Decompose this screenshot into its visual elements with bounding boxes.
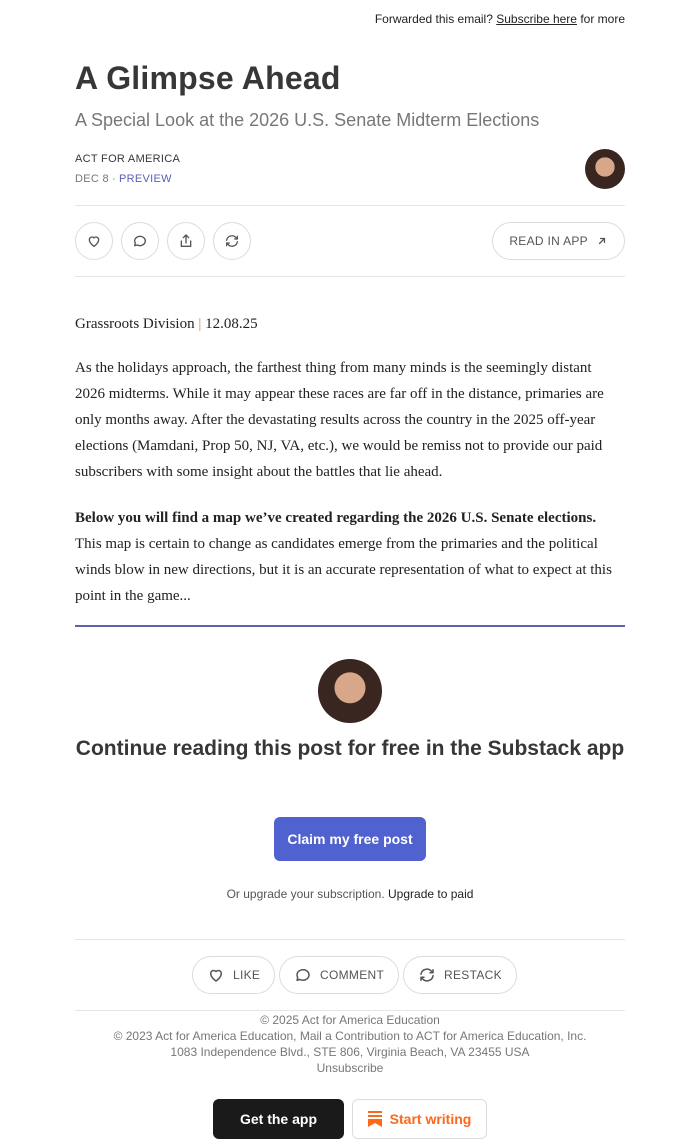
start-writing-label: Start writing	[389, 1111, 472, 1127]
restack-icon	[224, 233, 240, 249]
start-writing-button[interactable]	[352, 1099, 487, 1139]
read-in-app-button[interactable]	[492, 222, 625, 260]
publication-name[interactable]: ACT FOR AMERICA	[75, 153, 181, 165]
subscribe-link[interactable]: Subscribe here	[496, 12, 577, 26]
like-pill-button[interactable]	[192, 956, 275, 994]
paragraph-bold-lead: Below you will find a map we’ve created regarding the 2026 U.S. Senate elections.	[75, 510, 597, 526]
restack-button[interactable]	[213, 222, 251, 260]
post-subtitle: A Special Look at the 2026 U.S. Senate Midterm Elections	[75, 110, 540, 130]
post-date: DEC 8	[75, 173, 109, 185]
forward-suffix: for more	[580, 12, 625, 26]
heart-icon	[86, 233, 102, 249]
like-button[interactable]	[75, 222, 113, 260]
division-bar: |	[198, 316, 202, 332]
footer-unsubscribe	[75, 1060, 625, 1076]
comment-icon	[132, 233, 148, 249]
comment-icon	[294, 966, 312, 984]
division-line	[75, 311, 625, 337]
unsubscribe-link[interactable]: Unsubscribe	[316, 1061, 384, 1075]
divider	[75, 205, 625, 206]
upgrade-prefix: Or upgrade your subscription.	[226, 887, 385, 901]
post-title[interactable]: A Glimpse Ahead	[75, 60, 341, 96]
division-name: Grassroots Division	[75, 316, 195, 332]
footer-contribution: © 2023 Act for America Education, Mail a Contribution to ACT for America Education, Inc.	[113, 1029, 587, 1043]
like-label: LIKE	[233, 968, 261, 982]
upgrade-link[interactable]: Upgrade to paid	[388, 887, 474, 901]
divider	[75, 276, 625, 277]
upgrade-notice	[75, 887, 625, 901]
share-button[interactable]	[167, 222, 205, 260]
publication-avatar	[318, 659, 382, 723]
arrow-up-right-icon	[596, 235, 608, 247]
body-paragraph: As the holidays approach, the farthest thing from many minds is the seemingly distant 2026 midterms. While it may appear these races are far off in the distance, primaries are only months away. After the devastating results across the country in the 2025 off-year elections (Mamdani, Prop 50, NJ, VA, etc.), we would be remiss not to provide our paid subscribers with some insight about the battles that lie ahead.	[75, 360, 604, 480]
preview-badge: PREVIEW	[118, 173, 172, 185]
read-in-app-label: READ IN APP	[509, 234, 588, 248]
divider	[75, 1010, 625, 1011]
substack-logo-icon	[368, 1111, 382, 1127]
cta-title: Continue reading this post for free in the Substack app	[75, 737, 625, 760]
comment-label: COMMENT	[320, 968, 385, 982]
get-the-app-button[interactable]: Get the app	[213, 1099, 344, 1139]
paywall-divider	[75, 625, 625, 627]
forward-text: Forwarded this email?	[374, 12, 493, 26]
restack-label: RESTACK	[444, 968, 502, 982]
comment-button[interactable]	[121, 222, 159, 260]
restack-pill-button[interactable]	[403, 956, 517, 994]
meta-separator: ∙	[112, 173, 116, 185]
restack-icon	[418, 966, 436, 984]
forward-notice	[375, 12, 625, 26]
division-date: 12.08.25	[205, 316, 258, 332]
post-meta	[75, 173, 625, 185]
claim-free-post-button[interactable]: Claim my free post	[274, 817, 426, 861]
author-avatar[interactable]	[585, 149, 625, 189]
heart-icon	[207, 966, 225, 984]
share-icon	[178, 233, 194, 249]
body-paragraph	[75, 505, 625, 609]
footer-address: 1083 Independence Blvd., STE 806, Virginia Beach, VA 23455 USA	[170, 1045, 530, 1059]
divider	[75, 939, 625, 940]
paragraph-rest: This map is certain to change as candidates emerge from the primaries and the political winds blow in new directions, but it is an accurate representation of what to expect at this point in the game...	[75, 536, 612, 604]
footer-copyright: © 2025 Act for America Education	[260, 1013, 440, 1027]
comment-pill-button[interactable]	[279, 956, 399, 994]
